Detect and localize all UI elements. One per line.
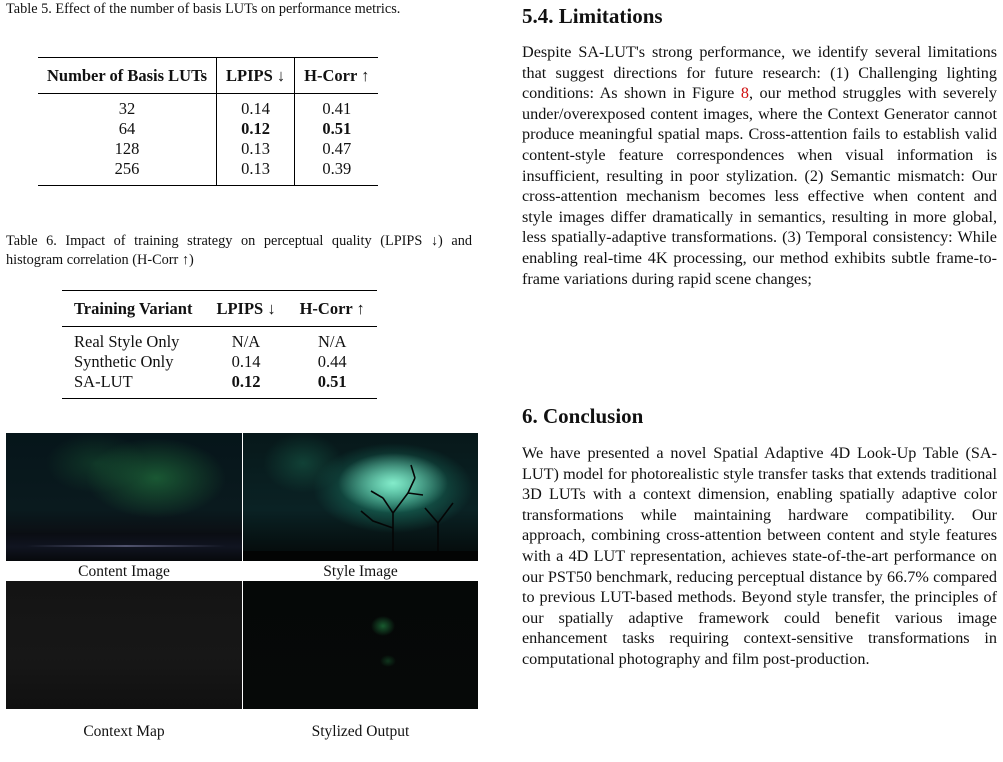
table5-cell: 256 xyxy=(38,159,217,186)
limitations-text: Despite SA-LUT's strong performance, we identify several limitations that suggest directions for future research: (1) Challenging lighting conditions: As shown in Figure xyxy=(522,43,997,103)
conclusion-paragraph: We have presented a novel Spatial Adaptive 4D Look-Up Table (SA-LUT) model for photorealistic style transfer tasks that extends traditional 3D LUTs with a context dimension, enabling spatially adaptive color transformations while maintaining hardware compatibility. Our approach, combining cross-attention between content and style features with a 4D LUT representation, achieves state-of-the-art performance on our PST50 benchmark, reducing perceptual distance by 66.7% compared to previous LUT-based methods. Beyond style transfer, the principles of our spatially adaptive framework could benefit various image enhancement tasks requiring context-sensitive transformations in computational photography and film post-production. xyxy=(522,444,997,668)
table6 xyxy=(62,290,377,399)
table5-cell: 0.13 xyxy=(217,159,295,186)
table5-cell: 64 xyxy=(38,119,217,139)
table6-cell: SA-LUT xyxy=(74,372,133,391)
table6-cell: N/A xyxy=(231,332,261,351)
table5-header: LPIPS ↓ xyxy=(217,58,295,94)
table-row xyxy=(38,159,378,186)
stylized-output-image xyxy=(243,581,478,709)
tree-silhouette-icon xyxy=(243,433,478,561)
table5-cell: 0.13 xyxy=(217,139,295,159)
style-image xyxy=(243,433,478,561)
content-image-lights xyxy=(26,545,226,547)
limitations-heading: 5.4. Limitations xyxy=(522,4,663,28)
table5-cell: 0.39 xyxy=(322,159,352,178)
table5-header: Number of Basis LUTs xyxy=(38,58,217,94)
table-row xyxy=(62,327,377,353)
table-row xyxy=(62,372,377,399)
table6-cell-best: 0.51 xyxy=(317,372,347,391)
table-row xyxy=(62,352,377,372)
content-image xyxy=(6,433,242,561)
limitations-text: , our method struggles with severely under/overexposed content images, where the Context Generator cannot produce meaningful spatial maps. Cross-attention fails to establish valid content-style feature correspondences when visual information is insufficient, resulting in poor stylization. (2) Semantic mismatch: Our cross-attention mechanism becomes less effective when content and style images differ dramatically in semantics, resulting in more global, less spatially-adaptive transformations. (3) Temporal consistency: While enabling real-time 4K processing, our method exhibits subtle frame-to-frame variations during rapid scene changes; xyxy=(522,84,997,288)
table6-header: H-Corr ↑ xyxy=(299,299,365,318)
table5-cell: 0.47 xyxy=(322,139,352,158)
table6-header: Training Variant xyxy=(74,299,193,318)
table5-cell: 32 xyxy=(38,94,217,120)
conclusion-heading: 6. Conclusion xyxy=(522,404,644,428)
table5-cell: 0.14 xyxy=(217,94,295,120)
figure-reference-link[interactable]: 8 xyxy=(740,84,749,103)
table5-caption: Table 5. Effect of the number of basis LUTs on performance metrics. xyxy=(6,1,401,17)
stylized-output-label: Stylized Output xyxy=(311,723,410,740)
table5-cell: 0.41 xyxy=(322,99,352,118)
limitations-paragraph xyxy=(522,42,997,289)
table6-cell: Synthetic Only xyxy=(74,352,174,371)
table5-cell-best: 0.51 xyxy=(322,119,352,138)
table5-cell: 128 xyxy=(38,139,217,159)
table6-cell: N/A xyxy=(317,332,347,351)
context-map-label: Context Map xyxy=(83,723,165,740)
table6-cell: 0.14 xyxy=(231,352,261,371)
content-image-label: Content Image xyxy=(78,563,170,580)
table-row xyxy=(38,94,378,120)
context-map-image xyxy=(6,581,242,709)
table5 xyxy=(38,57,378,186)
table-row xyxy=(38,139,378,159)
table5-cell-best: 0.12 xyxy=(217,119,295,139)
table6-cell: Real Style Only xyxy=(74,332,180,351)
content-image-horizon xyxy=(6,533,242,561)
table6-cell: 0.44 xyxy=(317,352,347,371)
table5-header: H-Corr ↑ xyxy=(304,66,370,85)
style-image-label: Style Image xyxy=(323,563,398,580)
table6-header: LPIPS ↓ xyxy=(216,299,276,318)
table6-caption: Table 6. Impact of training strategy on perceptual quality (LPIPS ↓) and histogram correlation (H-Corr ↑) xyxy=(6,233,472,268)
table6-cell-best: 0.12 xyxy=(231,372,261,391)
table-row xyxy=(38,119,378,139)
